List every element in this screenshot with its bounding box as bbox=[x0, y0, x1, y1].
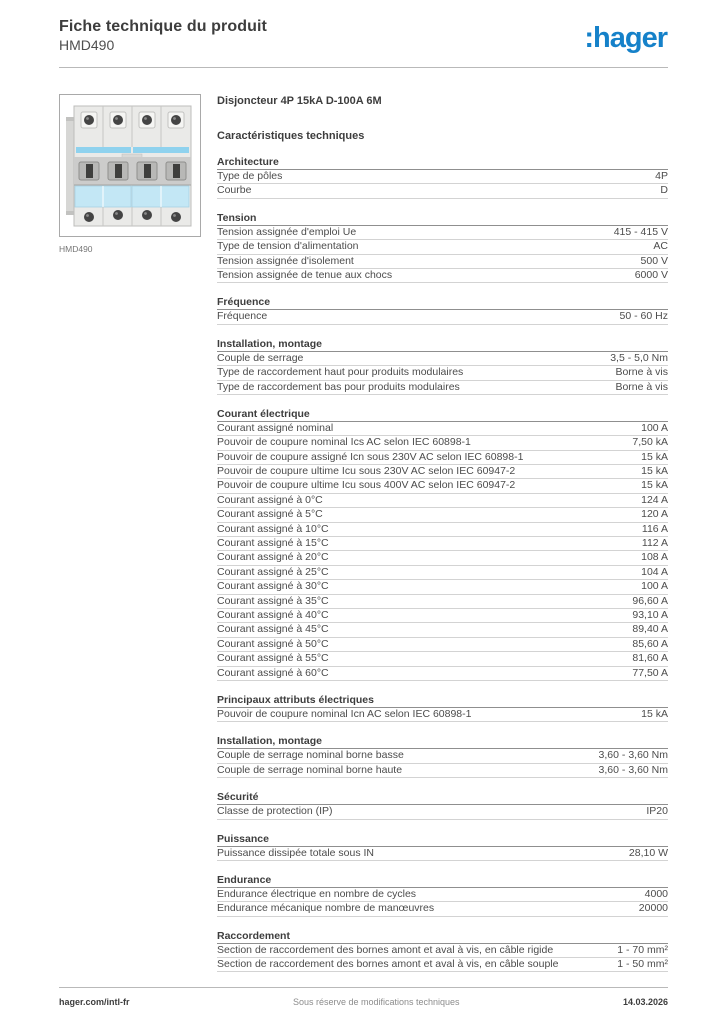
spec-section bbox=[217, 791, 668, 819]
spec-value: Borne à vis bbox=[615, 366, 668, 379]
product-reference: HMD490 bbox=[59, 37, 115, 53]
spec-sections bbox=[217, 156, 668, 972]
spec-value: 116 A bbox=[641, 522, 668, 535]
spec-row bbox=[217, 537, 668, 551]
spec-value: 7,50 kA bbox=[632, 436, 668, 449]
spec-value: 4P bbox=[655, 170, 668, 182]
spec-row bbox=[217, 580, 668, 594]
spec-section bbox=[217, 338, 668, 395]
spec-value: 500 V bbox=[640, 254, 668, 267]
spec-section bbox=[217, 930, 668, 973]
spec-label: Courant assigné à 60°C bbox=[217, 666, 329, 679]
spec-label: Courant assigné à 0°C bbox=[217, 493, 323, 506]
spec-row bbox=[217, 749, 668, 763]
spec-label: Tension assignée de tenue aux chocs bbox=[217, 268, 393, 281]
spec-row bbox=[217, 352, 668, 366]
spec-label: Type de raccordement haut pour produits modulaires bbox=[217, 366, 464, 379]
spec-value: 100 A bbox=[641, 421, 668, 434]
spec-value: 81,60 A bbox=[632, 652, 668, 665]
section-title: Principaux attributs électriques bbox=[217, 694, 668, 708]
spec-value: 124 A bbox=[641, 493, 668, 506]
spec-value: 89,40 A bbox=[632, 623, 668, 636]
spec-row bbox=[217, 479, 668, 493]
spec-label: Courant assigné à 50°C bbox=[217, 637, 329, 650]
spec-row bbox=[217, 494, 668, 508]
spec-section bbox=[217, 296, 668, 324]
section-rows bbox=[217, 422, 668, 681]
spec-label: Pouvoir de coupure nominal Icn AC selon IEC 60898-1 bbox=[217, 707, 472, 720]
spec-value: 15 kA bbox=[641, 450, 668, 463]
spec-label: Courant assigné à 20°C bbox=[217, 551, 329, 564]
section-rows bbox=[217, 170, 668, 199]
section-title: Courant électrique bbox=[217, 408, 668, 422]
spec-row bbox=[217, 638, 668, 652]
spec-value: 104 A bbox=[641, 565, 668, 578]
spec-value: 100 A bbox=[641, 580, 668, 593]
spec-row bbox=[217, 310, 668, 324]
section-rows bbox=[217, 226, 668, 284]
spec-section bbox=[217, 694, 668, 722]
spec-value: 3,60 - 3,60 Nm bbox=[598, 749, 668, 762]
spec-label: Pouvoir de coupure assigné Icn sous 230V AC selon IEC 60898-1 bbox=[217, 450, 524, 463]
spec-value: 96,60 A bbox=[632, 594, 668, 607]
spec-value: 108 A bbox=[641, 551, 668, 564]
spec-value: 3,60 - 3,60 Nm bbox=[598, 763, 668, 776]
spec-row bbox=[217, 381, 668, 395]
spec-row bbox=[217, 708, 668, 722]
spec-row bbox=[217, 184, 668, 198]
product-name: Disjoncteur 4P 15kA D-100A 6M bbox=[217, 95, 382, 107]
spec-label: Type de tension d'alimentation bbox=[217, 240, 359, 253]
spec-value: 4000 bbox=[644, 887, 668, 900]
spec-row bbox=[217, 523, 668, 537]
spec-row bbox=[217, 255, 668, 269]
footer-website-link[interactable]: hager.com/intl-fr bbox=[59, 997, 130, 1007]
spec-row bbox=[217, 944, 668, 958]
spec-row bbox=[217, 508, 668, 522]
spec-row bbox=[217, 667, 668, 681]
spec-label: Couple de serrage nominal borne basse bbox=[217, 749, 404, 762]
section-title: Fréquence bbox=[217, 296, 668, 310]
spec-row bbox=[217, 551, 668, 565]
section-rows bbox=[217, 944, 668, 973]
page-title: Fiche technique du produit bbox=[59, 18, 267, 35]
spec-value: 120 A bbox=[641, 508, 668, 521]
section-rows bbox=[217, 708, 668, 722]
spec-label: Section de raccordement des bornes amont et aval à vis, en câble rigide bbox=[217, 943, 554, 956]
spec-label: Courbe bbox=[217, 184, 252, 197]
footer-disclaimer: Sous réserve de modifications techniques bbox=[292, 997, 460, 1007]
spec-value: AC bbox=[653, 240, 668, 253]
page-footer bbox=[59, 987, 668, 1007]
product-image-caption: HMD490 bbox=[59, 244, 93, 254]
spec-label: Endurance électrique en nombre de cycles bbox=[217, 887, 417, 900]
spec-row bbox=[217, 609, 668, 623]
spec-value: 85,60 A bbox=[632, 637, 668, 650]
spec-label: Courant assigné nominal bbox=[217, 421, 334, 434]
spec-row bbox=[217, 269, 668, 283]
spec-row bbox=[217, 623, 668, 637]
spec-row bbox=[217, 226, 668, 240]
circuit-breaker-image bbox=[65, 101, 195, 230]
spec-row bbox=[217, 958, 668, 972]
section-rows bbox=[217, 310, 668, 324]
spec-row bbox=[217, 366, 668, 380]
section-title: Sécurité bbox=[217, 791, 668, 805]
product-image-frame bbox=[59, 94, 201, 237]
spec-value: IP20 bbox=[646, 805, 668, 818]
hager-logo: :hager bbox=[584, 22, 667, 54]
spec-label: Classe de protection (IP) bbox=[217, 805, 333, 818]
spec-label: Type de pôles bbox=[217, 170, 283, 182]
spec-value: 15 kA bbox=[641, 707, 668, 720]
spec-value: 1 - 70 mm² bbox=[617, 943, 668, 956]
spec-label: Pouvoir de coupure ultime Icu sous 400V AC selon IEC 60947-2 bbox=[217, 479, 516, 492]
spec-label: Tension assignée d'isolement bbox=[217, 254, 354, 267]
spec-value: 50 - 60 Hz bbox=[619, 310, 668, 323]
spec-value: D bbox=[660, 184, 668, 197]
spec-row bbox=[217, 805, 668, 819]
spec-value: 112 A bbox=[641, 537, 668, 550]
spec-row bbox=[217, 888, 668, 902]
spec-section bbox=[217, 156, 668, 199]
spec-value: 415 - 415 V bbox=[613, 225, 668, 238]
spec-label: Endurance mécanique nombre de manœuvres bbox=[217, 902, 435, 915]
spec-label: Couple de serrage bbox=[217, 351, 304, 364]
spec-value: Borne à vis bbox=[615, 380, 668, 393]
section-rows bbox=[217, 352, 668, 395]
section-rows bbox=[217, 805, 668, 819]
spec-row bbox=[217, 422, 668, 436]
spec-value: 1 - 50 mm² bbox=[617, 958, 668, 971]
section-rows bbox=[217, 888, 668, 917]
spec-value: 3,5 - 5,0 Nm bbox=[610, 351, 668, 364]
spec-row bbox=[217, 847, 668, 861]
section-title: Endurance bbox=[217, 874, 668, 888]
spec-label: Puissance dissipée totale sous IN bbox=[217, 846, 375, 859]
spec-label: Courant assigné à 55°C bbox=[217, 652, 329, 665]
spec-label: Courant assigné à 30°C bbox=[217, 580, 329, 593]
section-title: Tension bbox=[217, 212, 668, 226]
spec-row bbox=[217, 451, 668, 465]
section-title: Installation, montage bbox=[217, 735, 668, 749]
spec-row bbox=[217, 764, 668, 778]
spec-label: Pouvoir de coupure nominal Ics AC selon IEC 60898-1 bbox=[217, 436, 471, 449]
spec-row bbox=[217, 240, 668, 254]
section-title: Puissance bbox=[217, 833, 668, 847]
spec-value: 93,10 A bbox=[632, 608, 668, 621]
spec-row bbox=[217, 566, 668, 580]
spec-section bbox=[217, 833, 668, 861]
footer-date: 14.03.2026 bbox=[622, 997, 668, 1007]
section-title: Installation, montage bbox=[217, 338, 668, 352]
spec-label: Courant assigné à 5°C bbox=[217, 508, 323, 521]
spec-label: Courant assigné à 25°C bbox=[217, 565, 329, 578]
spec-value: 77,50 A bbox=[632, 666, 668, 679]
spec-value: 15 kA bbox=[641, 479, 668, 492]
spec-value: 28,10 W bbox=[628, 846, 668, 859]
spec-label: Courant assigné à 35°C bbox=[217, 594, 329, 607]
spec-label: Courant assigné à 10°C bbox=[217, 522, 329, 535]
spec-value: 15 kA bbox=[641, 465, 668, 478]
section-rows bbox=[217, 749, 668, 778]
spec-label: Pouvoir de coupure ultime Icu sous 230V AC selon IEC 60947-2 bbox=[217, 465, 516, 478]
section-title: Architecture bbox=[217, 156, 668, 170]
spec-heading: Caractéristiques techniques bbox=[217, 130, 365, 142]
spec-label: Couple de serrage nominal borne haute bbox=[217, 763, 403, 776]
spec-label: Fréquence bbox=[217, 310, 268, 323]
spec-value: 20000 bbox=[638, 902, 668, 915]
spec-label: Courant assigné à 45°C bbox=[217, 623, 329, 636]
spec-section bbox=[217, 212, 668, 284]
spec-section bbox=[217, 874, 668, 917]
spec-label: Type de raccordement bas pour produits modulaires bbox=[217, 380, 460, 393]
spec-label: Tension assignée d'emploi Ue bbox=[217, 225, 357, 238]
spec-row bbox=[217, 170, 668, 184]
section-rows bbox=[217, 847, 668, 861]
spec-value: 6000 V bbox=[634, 268, 668, 281]
spec-row bbox=[217, 436, 668, 450]
spec-section bbox=[217, 408, 668, 681]
spec-row bbox=[217, 465, 668, 479]
spec-label: Courant assigné à 40°C bbox=[217, 608, 329, 621]
spec-row bbox=[217, 595, 668, 609]
spec-column bbox=[217, 95, 668, 972]
spec-label: Courant assigné à 15°C bbox=[217, 537, 329, 550]
spec-row bbox=[217, 652, 668, 666]
spec-section bbox=[217, 735, 668, 778]
section-title: Raccordement bbox=[217, 930, 668, 944]
spec-label: Section de raccordement des bornes amont et aval à vis, en câble souple bbox=[217, 958, 559, 971]
spec-row bbox=[217, 902, 668, 916]
header-divider bbox=[59, 67, 668, 68]
